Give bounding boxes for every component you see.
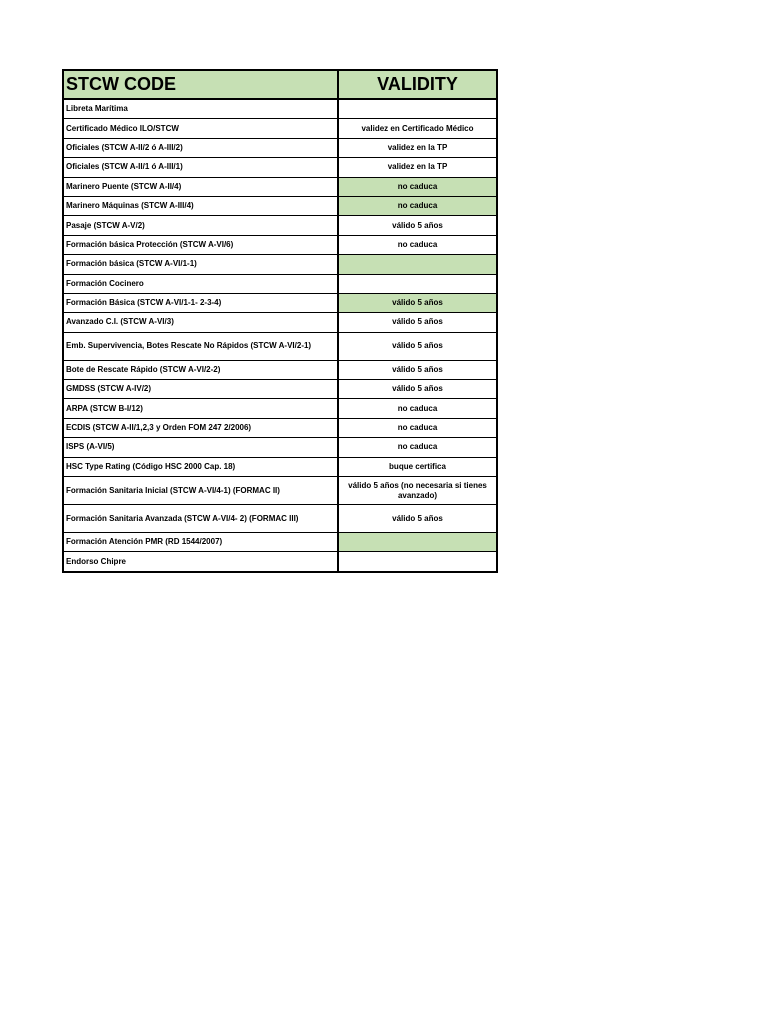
table-row (63, 477, 497, 505)
validity-cell: no caduca (338, 438, 497, 457)
certificate-name-cell: Endorso Chipre (63, 552, 338, 572)
certificate-name-cell: Oficiales (STCW A-II/1 ó A-III/1) (63, 158, 338, 177)
header-validity: VALIDITY (338, 70, 497, 99)
table-row (63, 457, 497, 476)
certificate-name-cell: Formación Sanitaria Avanzada (STCW A-VI/4- 2) (FORMAC III) (63, 505, 338, 533)
validity-cell (338, 552, 497, 572)
table-row (63, 399, 497, 418)
table-row (63, 119, 497, 138)
table-row (63, 505, 497, 533)
table-body (63, 99, 497, 572)
table-row (63, 293, 497, 312)
table-row (63, 235, 497, 254)
certificate-name-cell: Formación básica (STCW A-VI/1-1) (63, 255, 338, 274)
validity-cell: válido 5 años (338, 505, 497, 533)
table-row (63, 99, 497, 119)
validity-cell: no caduca (338, 418, 497, 437)
validity-cell: válido 5 años (338, 293, 497, 312)
validity-cell (338, 274, 497, 293)
validity-cell: validez en la TP (338, 158, 497, 177)
certificate-name-cell: ECDIS (STCW A-II/1,2,3 y Orden FOM 247 2/2006) (63, 418, 338, 437)
table-row (63, 360, 497, 379)
validity-cell: válido 5 años (338, 332, 497, 360)
validity-cell: no caduca (338, 235, 497, 254)
table-header-row (63, 70, 497, 99)
table-row (63, 274, 497, 293)
certificate-name-cell: Libreta Marítima (63, 99, 338, 119)
table-row (63, 313, 497, 332)
validity-cell: válido 5 años (no necesaria si tienes avanzado) (338, 477, 497, 505)
header-stcw-code: STCW CODE (63, 70, 338, 99)
certificate-name-cell: Formación Atención PMR (RD 1544/2007) (63, 533, 338, 552)
table-row (63, 255, 497, 274)
certificate-name-cell: Formación Básica (STCW A-VI/1-1- 2-3-4) (63, 293, 338, 312)
table-row (63, 138, 497, 157)
certificate-name-cell: Emb. Supervivencia, Botes Rescate No Rápidos (STCW A-VI/2-1) (63, 332, 338, 360)
validity-cell: buque certifica (338, 457, 497, 476)
validity-cell (338, 533, 497, 552)
certificate-name-cell: Bote de Rescate Rápido (STCW A-VI/2-2) (63, 360, 338, 379)
table-row (63, 177, 497, 196)
stcw-validity-table (62, 69, 498, 573)
table-row (63, 438, 497, 457)
certificate-name-cell: Pasaje (STCW A-V/2) (63, 216, 338, 235)
certificate-name-cell: ARPA (STCW B-I/12) (63, 399, 338, 418)
certificate-name-cell: Avanzado C.I. (STCW A-VI/3) (63, 313, 338, 332)
validity-cell: no caduca (338, 196, 497, 215)
certificate-name-cell: Oficiales (STCW A-II/2 ó A-III/2) (63, 138, 338, 157)
certificate-name-cell: Formación Sanitaria Inicial (STCW A-VI/4-1) (FORMAC II) (63, 477, 338, 505)
table-row (63, 533, 497, 552)
validity-cell: válido 5 años (338, 360, 497, 379)
table-row (63, 196, 497, 215)
table-row (63, 380, 497, 399)
certificate-name-cell: HSC Type Rating (Código HSC 2000 Cap. 18) (63, 457, 338, 476)
certificate-name-cell: GMDSS (STCW A-IV/2) (63, 380, 338, 399)
validity-cell: válido 5 años (338, 380, 497, 399)
validity-cell (338, 255, 497, 274)
certificate-name-cell: ISPS (A-VI/5) (63, 438, 338, 457)
certificate-name-cell: Marinero Puente (STCW A-II/4) (63, 177, 338, 196)
certificate-name-cell: Marinero Máquinas (STCW A-III/4) (63, 196, 338, 215)
table-row (63, 418, 497, 437)
table-row (63, 332, 497, 360)
validity-cell: validez en Certificado Médico (338, 119, 497, 138)
validity-cell: no caduca (338, 177, 497, 196)
table-row (63, 158, 497, 177)
validity-cell: validez en la TP (338, 138, 497, 157)
certificate-name-cell: Formación Cocinero (63, 274, 338, 293)
certificate-name-cell: Formación básica Protección (STCW A-VI/6) (63, 235, 338, 254)
table-row (63, 552, 497, 572)
validity-cell: válido 5 años (338, 216, 497, 235)
validity-cell: no caduca (338, 399, 497, 418)
validity-cell (338, 99, 497, 119)
validity-cell: válido 5 años (338, 313, 497, 332)
table-row (63, 216, 497, 235)
certificate-name-cell: Certificado Médico ILO/STCW (63, 119, 338, 138)
